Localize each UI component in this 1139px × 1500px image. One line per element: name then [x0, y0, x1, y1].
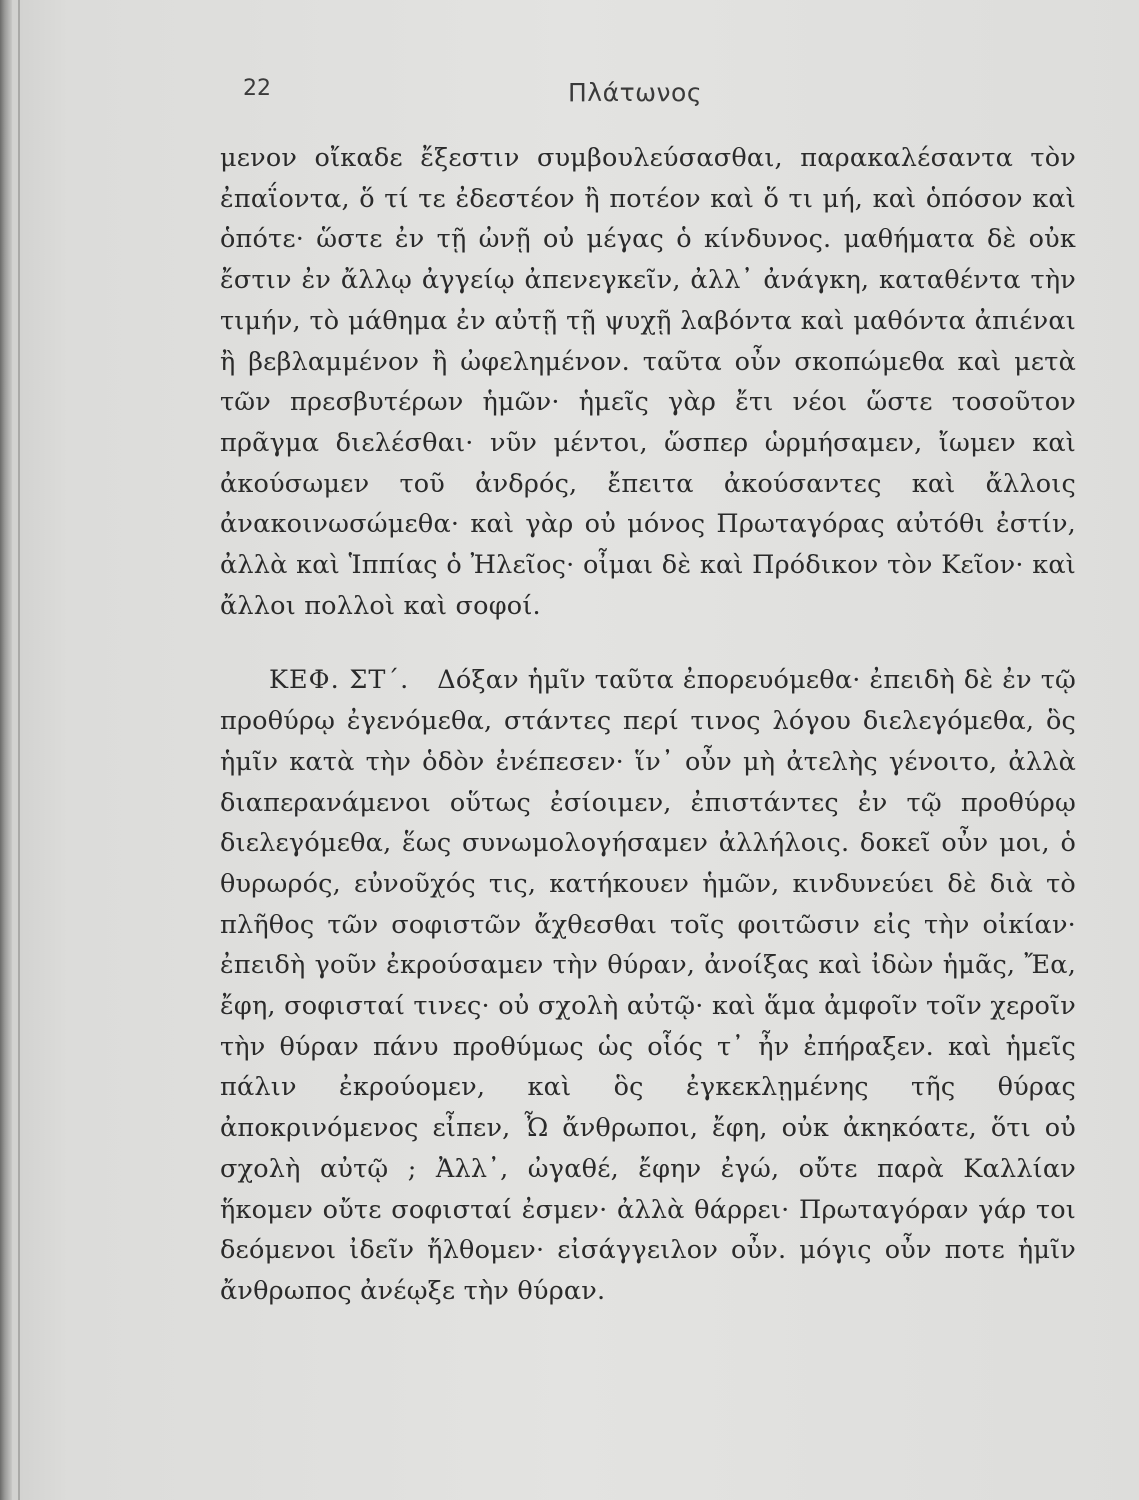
paragraph-2-text: Δόξαν ἡμῖν ταῦτα ἐπορευόμεθα· ἐπειδὴ δὲ ἐν τῷ προθύρῳ ἐγενόμεθα, στάντες περί τινος λόγου διελεγόμεθα, ὃς ἡμῖν κατὰ τὴν ὁδὸν ἐνέπεσεν· ἵν᾽ οὖν μὴ ἀτελὴς γένοιτο, ἀλλὰ διαπερανάμενοι οὕτως ἐσίοιμεν, ἐπιστάντες ἐν τῷ προθύρῳ διελεγόμεθα, ἕως συνωμολογήσαμεν ἀλλήλοις. δοκεῖ οὖν μοι, ὁ θυρωρός, εὐνοῦχός τις, κατήκουεν ἡμῶν, κινδυνεύει δὲ διὰ τὸ πλῆθος τῶν σοφιστῶν ἄχθεσθαι τοῖς φοιτῶσιν εἰς τὴν οἰκίαν· ἐπειδὴ γοῦν ἐκρούσαμεν τὴν θύραν, ἀνοίξας καὶ ἰδὼν ἡμᾶς, Ἔα, ἔφη, σοφισταί τινες· οὐ σχολὴ αὐτῷ· καὶ ἅμα ἀμφοῖν τοῖν χεροῖν τὴν θύραν πάνυ προθύμως ὡς οἷός τ᾽ ἦν ἐπήραξεν. καὶ ἡμεῖς πάλιν ἐκρούομεν, καὶ ὃς ἐγκεκλῃμένης τῆς θύρας ἀποκρινόμενος εἶπεν, Ὦ ἄνθρωποι, ἔφη, οὐκ ἀκηκόατε, ὅτι οὐ σχολὴ αὐτῷ ; Ἀλλ᾽, ὠγαθέ, ἔφην ἐγώ, οὔτε παρὰ Καλλίαν ἥκομεν οὔτε σοφισταί ἐσμεν· ἀλλὰ θάρρει· Πρωταγόραν γάρ τοι δεόμενοι ἰδεῖν ἤλθομεν· εἰσάγγειλον οὖν. μόγις οὖν ποτε ἡμῖν ἄνθρωπος ἀνέῳξε τὴν θύραν. — [220, 665, 1076, 1306]
running-title: Πλάτωνος — [568, 78, 702, 107]
binding-line — [18, 0, 20, 1500]
paragraph-1: μενον οἴκαδε ἔξεστιν συμβουλεύσασθαι, παρακαλέσαντα τὸν ἐπαΐοντα, ὅ τί τε ἐδεστέον ἢ ποτέον καὶ ὅ τι μή, καὶ ὁπόσον καὶ ὁπότε· ὥστε ἐν τῇ ὠνῇ οὐ μέγας ὁ κίνδυνος. μαθήματα δὲ οὐκ ἔστιν ἐν ἄλλῳ ἀγγείῳ ἀπενεγκεῖν, ἀλλ᾽ ἀνάγκη, καταθέντα τὴν τιμήν, τὸ μάθημα ἐν αὐτῇ τῇ ψυχῇ λαβόντα καὶ μαθόντα ἀπιέναι ἢ βεβλαμμένον ἢ ὠφελημένον. ταῦτα οὖν σκοπώμεθα καὶ μετὰ τῶν πρεσβυτέρων ἡμῶν· ἡμεῖς γὰρ ἔτι νέοι ὥστε τοσοῦτον πρᾶγμα διελέσθαι· νῦν μέντοι, ὥσπερ ὡρμήσαμεν, ἴωμεν καὶ ἀκούσωμεν τοῦ ἀνδρός, ἔπειτα ἀκούσαντες καὶ ἄλλοις ἀνακοινωσώμεθα· καὶ γὰρ οὐ μόνος Πρωταγόρας αὐτόθι ἐστίν, ἀλλὰ καὶ Ἱππίας ὁ Ἠλεῖος· οἶμαι δὲ καὶ Πρόδικον τὸν Κεῖον· καὶ ἄλλοι πολλοὶ καὶ σοφοί. — [220, 143, 1076, 621]
page-header — [0, 76, 1139, 116]
book-binding-edge — [0, 0, 12, 1500]
chapter-heading: ΚΕΦ. ΣΤ΄. — [269, 665, 410, 696]
paragraph-2 — [220, 660, 1076, 1311]
page-number: 22 — [243, 76, 271, 101]
main-text — [220, 138, 1076, 1312]
